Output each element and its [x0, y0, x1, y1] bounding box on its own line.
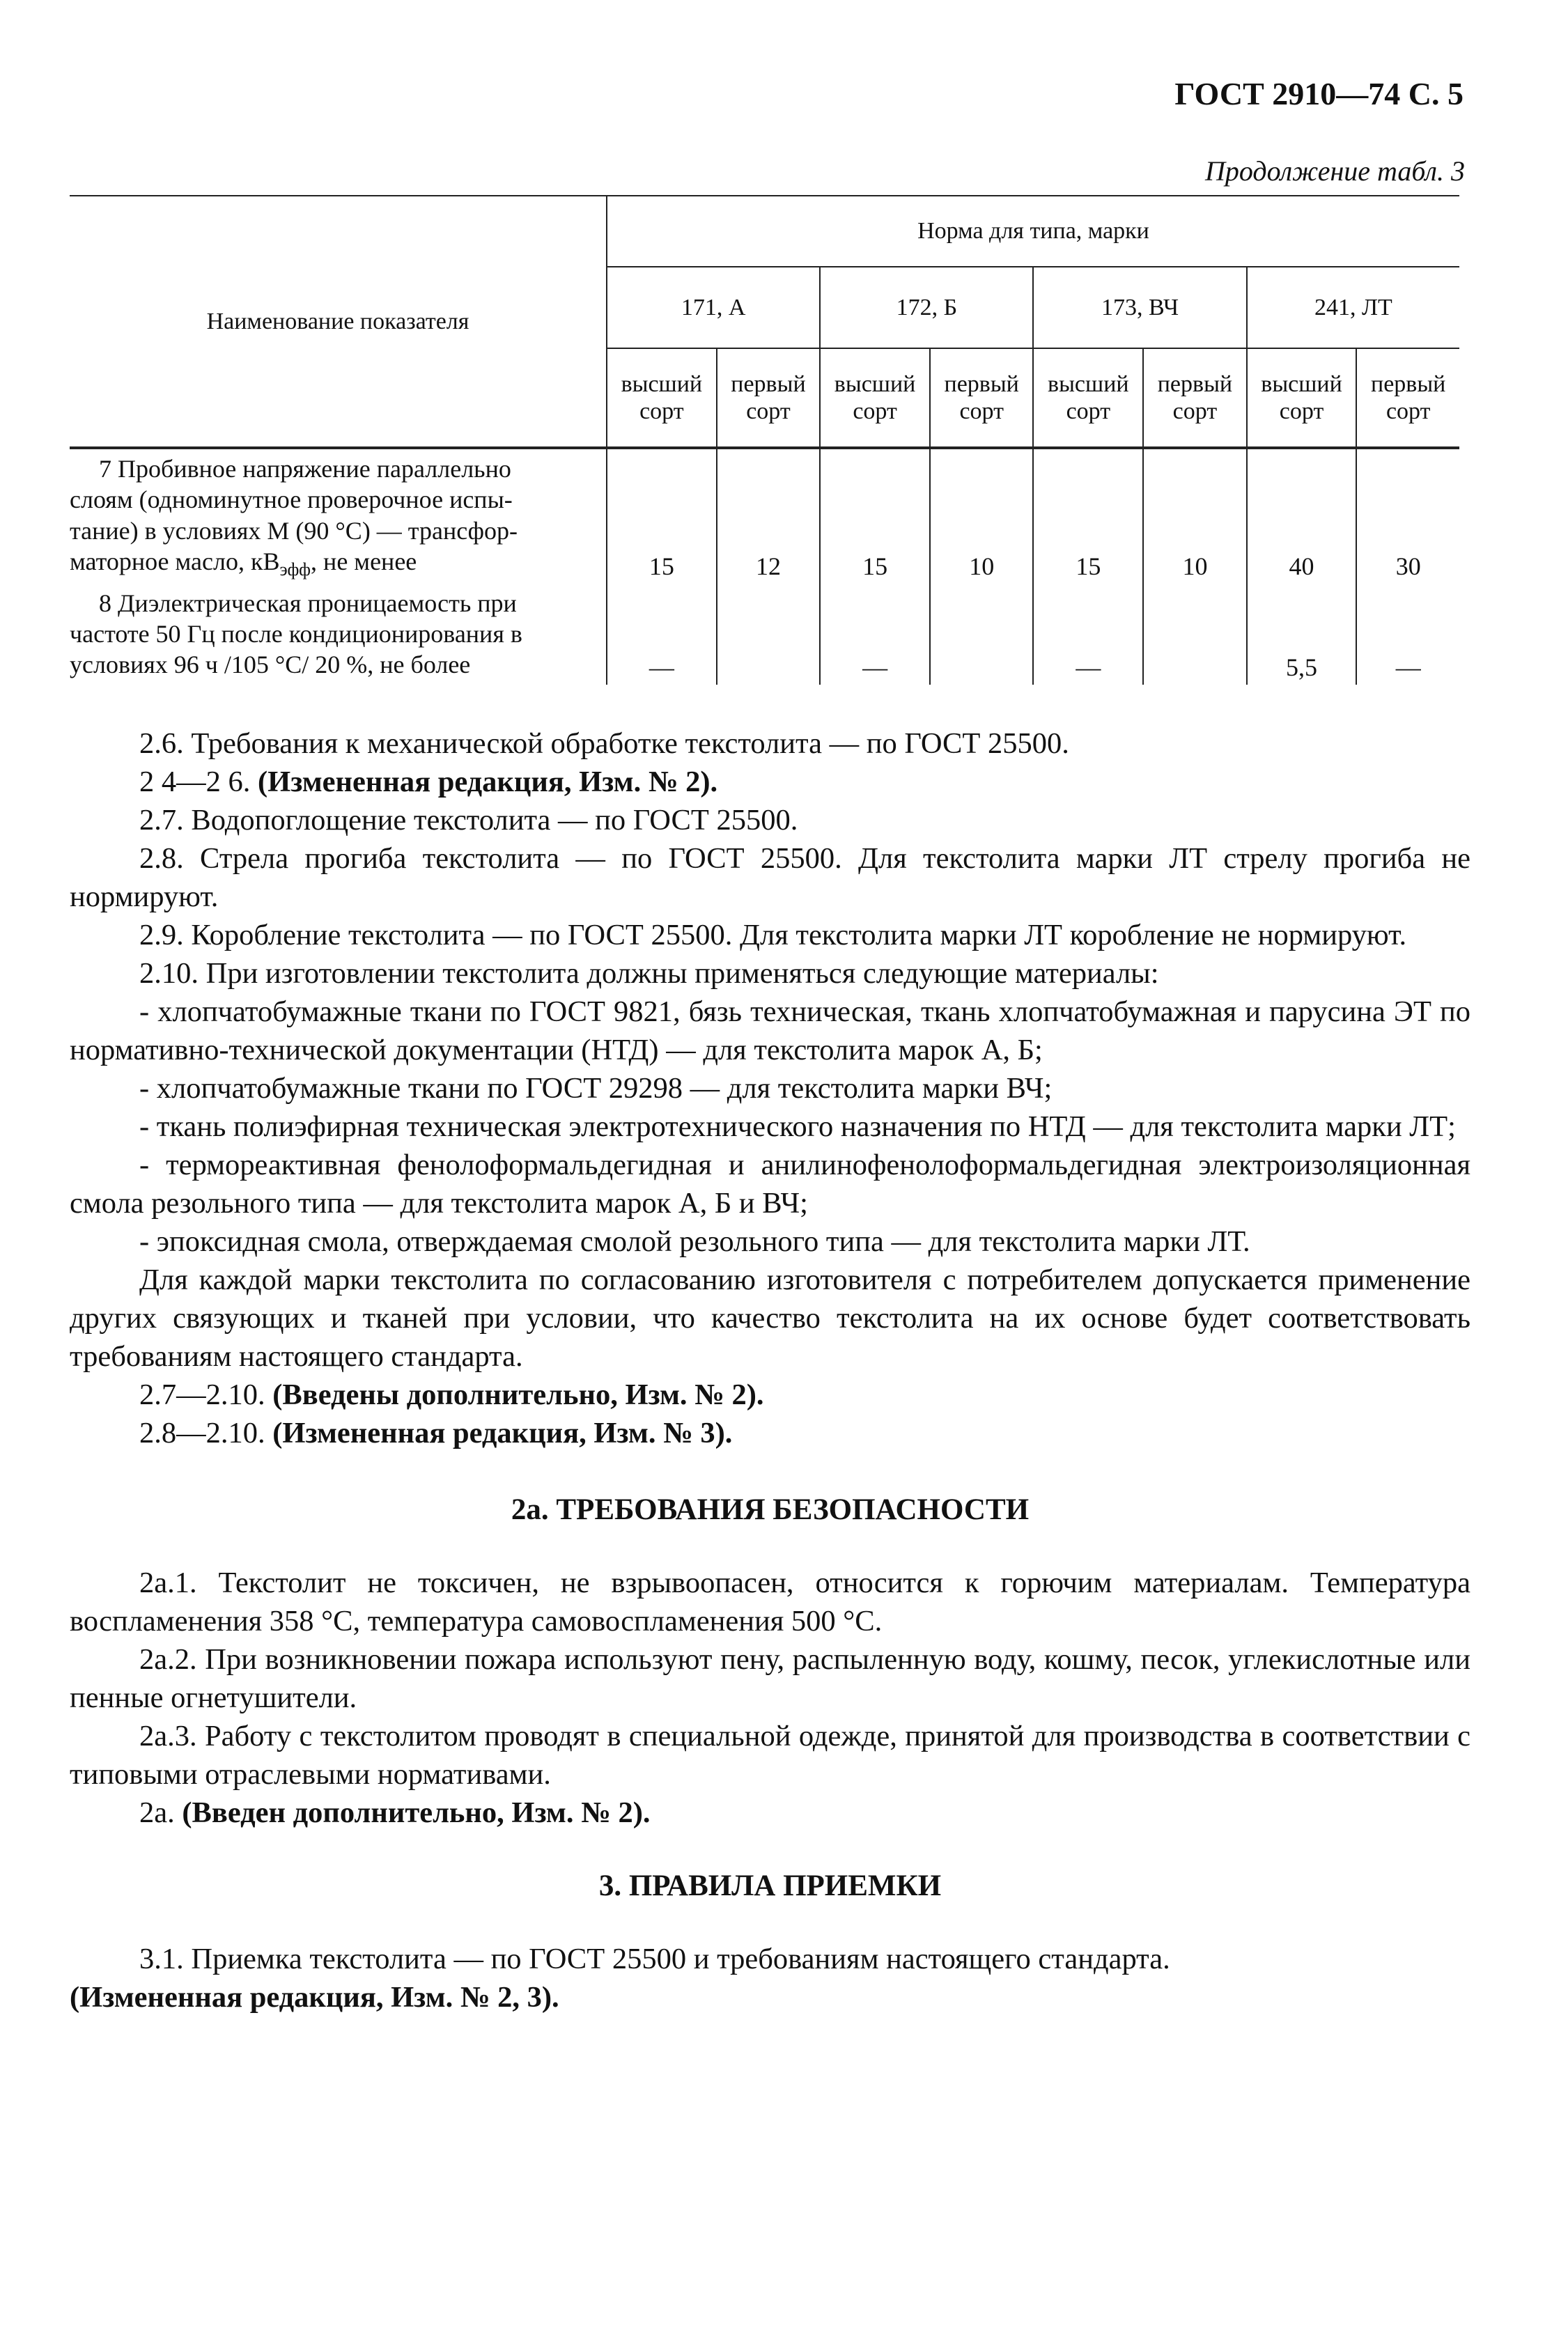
table-cell: — — [1356, 584, 1459, 685]
table-cell: 40 — [1247, 448, 1357, 584]
section-title: 2а. ТРЕБОВАНИЯ БЕЗОПАСНОСТИ — [511, 1493, 1030, 1526]
list-item: - хлопчатобумажные ткани по ГОСТ 29298 — для текстолита марки ВЧ; — [139, 1072, 1053, 1105]
amendment-note: (Введены дополнительно, Изм. № 2). — [272, 1378, 764, 1411]
type-header: 172, Б — [820, 267, 1033, 348]
grade-header: первый сорт — [717, 348, 821, 448]
section-title: 3. ПРАВИЛА ПРИЕМКИ — [598, 1870, 942, 1902]
grade-header: первый сорт — [1356, 348, 1459, 448]
table-row — [70, 584, 1459, 685]
paragraph: 2.6. Требования к механической обработке текстолита — по ГОСТ 25500. — [139, 727, 1069, 760]
list-item: - ткань полиэфирная техническая электротехнического назначения по НТД — для текстолита марки ЛТ; — [139, 1110, 1456, 1143]
table-cell: 30 — [1356, 448, 1459, 584]
amendment-note: (Измененная редакция, Изм. № 2, 3). — [70, 1981, 559, 2014]
paragraph: 2а.2. При возникновении пожара используют пену, распыленную воду, кошму, песок, углекислотные или пенные огнетушители. — [70, 1643, 1470, 1714]
paragraph-prefix: 2а. — [139, 1796, 183, 1829]
paragraph: Для каждой марки текстолита по согласованию изготовителя с потребителем допускается применение других связующих и тканей при условии, что качество текстолита на их основе будет соответствовать требованиям настоящего стандарта. — [70, 1264, 1470, 1373]
row-name-line: условиях 96 ч /105 °С/ 20 %, не более — [70, 651, 471, 679]
row-name-line: 8 Диэлектрическая проницаемость при — [99, 589, 517, 617]
paragraph: 2а.1. Текстолит не токсичен, не взрывоопасен, относится к горючим материалам. Температура воспламенения 358 °С, температура самовоспламенения 500 °С. — [70, 1567, 1470, 1638]
paragraph: 2.8. Стрела прогиба текстолита — по ГОСТ 25500. Для текстолита марки ЛТ стрелу прогиба не нормируют. — [70, 842, 1470, 913]
table-cell: 5,5 — [1247, 584, 1357, 685]
grade-header: высший сорт — [607, 348, 717, 448]
grade-header: высший сорт — [1247, 348, 1357, 448]
paragraph-prefix: 2 4—2 6. — [139, 765, 258, 798]
column-header-name: Наименование показателя — [70, 196, 607, 448]
paragraph: 2а.3. Работу с текстолитом проводят в специальной одежде, принятой для производства в соответствии с типовыми отраслевыми нормативами. — [70, 1720, 1470, 1791]
type-header: 241, ЛТ — [1247, 267, 1459, 348]
table-cell: 10 — [930, 448, 1034, 584]
type-header: 173, ВЧ — [1033, 267, 1246, 348]
paragraph-prefix: 2.7—2.10. — [139, 1378, 273, 1411]
table-cell — [930, 584, 1034, 685]
row-name-tail: , не менее — [311, 547, 417, 575]
list-item: - эпоксидная смола, отверждаемая смолой резольного типа — для текстолита марки ЛТ. — [139, 1225, 1250, 1258]
list-item: - термореактивная фенолоформальдегидная и анилинофенолоформальдегидная электроизоляционная смола резольного типа — для текстолита марок А, Б и ВЧ; — [70, 1149, 1470, 1220]
table-cell: 12 — [717, 448, 821, 584]
table-cell: — — [649, 653, 674, 681]
row-name-subscript: эфф — [279, 559, 311, 580]
table-cell: — — [820, 584, 930, 685]
row-name-text: маторное масло, кВ — [70, 547, 280, 575]
properties-table — [70, 195, 1459, 685]
table-caption: Продолжение табл. 3 — [1204, 155, 1465, 187]
page-header: ГОСТ 2910—74 С. 5 — [1174, 76, 1464, 111]
paragraph: 2.7. Водопоглощение текстолита — по ГОСТ 25500. — [139, 804, 798, 837]
list-item: - хлопчатобумажные ткани по ГОСТ 9821, бязь техническая, ткань хлопчатобумажная и парусина ЭТ по нормативно-технической документации (НТД) — для текстолита марок А, Б; — [70, 995, 1470, 1066]
table-cell — [717, 584, 821, 685]
document-body — [70, 724, 1470, 2016]
table-cell: — — [1033, 584, 1143, 685]
paragraph: 2.9. Коробление текстолита — по ГОСТ 25500. Для текстолита марки ЛТ коробление не нормируют. — [139, 919, 1407, 951]
paragraph-prefix: 2.8—2.10. — [139, 1417, 273, 1449]
grade-header: высший сорт — [820, 348, 930, 448]
amendment-note: (Измененная редакция, Изм. № 2). — [258, 765, 718, 798]
paragraph: 2.10. При изготовлении текстолита должны применяться следующие материалы: — [139, 957, 1159, 990]
row-name-line: 7 Пробивное напряжение параллельно — [99, 455, 511, 483]
amendment-note: (Введен дополнительно, Изм. № 2). — [182, 1796, 651, 1829]
grade-header: высший сорт — [1033, 348, 1143, 448]
amendment-note: (Измененная редакция, Изм. № 3). — [272, 1417, 733, 1449]
paragraph — [70, 1376, 1470, 1414]
grade-header: первый сорт — [1143, 348, 1247, 448]
paragraph — [70, 1794, 1470, 1832]
row-name-line: слоям (одноминутное проверочное испы- — [70, 485, 513, 514]
column-header-norm: Норма для типа, марки — [607, 196, 1459, 267]
row-name-line: тание) в условиях М (90 °С) — трансфор- — [70, 516, 518, 545]
row-name — [70, 584, 607, 685]
row-name-line — [70, 546, 606, 581]
table-cell: 15 — [820, 448, 930, 584]
table-cell — [1143, 584, 1247, 685]
table-cell: 15 — [1033, 448, 1143, 584]
row-name-line: частоте 50 Гц после кондиционирования в — [70, 620, 522, 648]
row-name — [70, 448, 607, 584]
table-cell: 15 — [649, 552, 674, 580]
paragraph — [70, 763, 1470, 801]
grade-header: первый сорт — [930, 348, 1034, 448]
type-header: 171, А — [607, 267, 820, 348]
paragraph — [70, 1414, 1470, 1452]
table-row — [70, 448, 1459, 584]
table-cell: 10 — [1143, 448, 1247, 584]
paragraph: 3.1. Приемка текстолита — по ГОСТ 25500 и требованиям настоящего стандарта. — [139, 1943, 1170, 1975]
